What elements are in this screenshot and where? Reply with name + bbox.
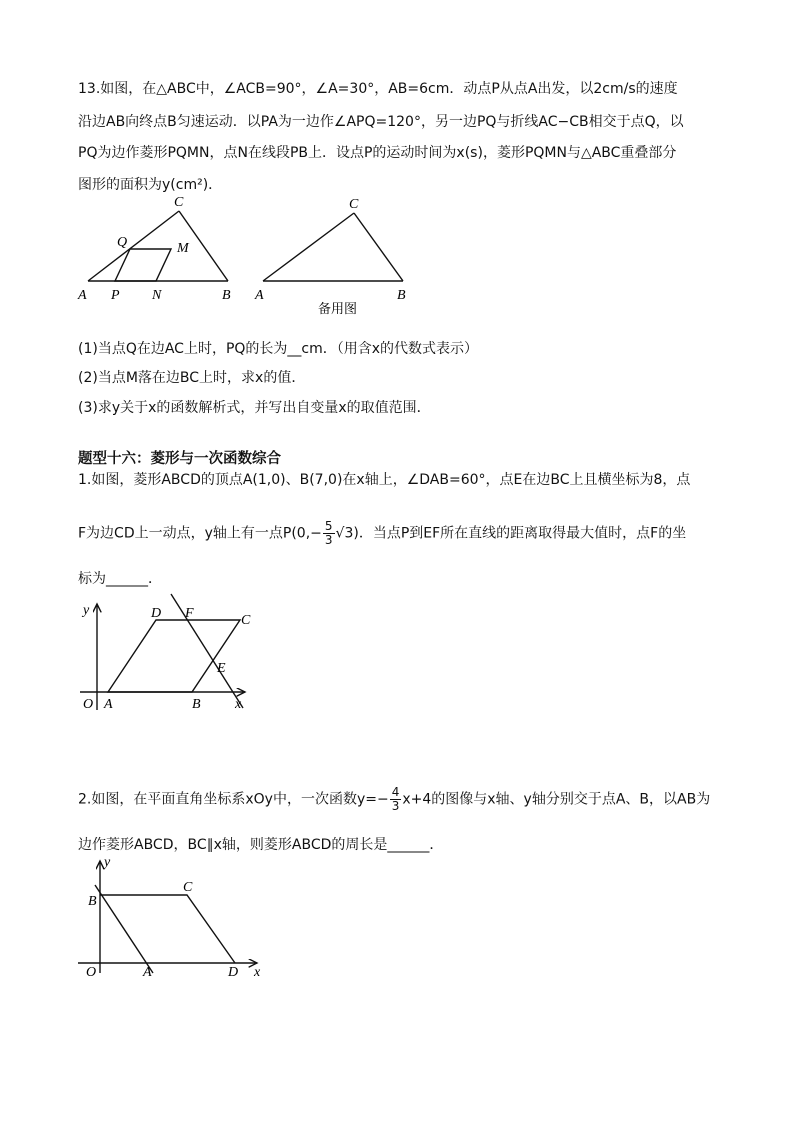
problem2-line1-b: x+4的图像与x轴、y轴分别交于点A、B，以AB为 (402, 791, 711, 808)
fig1-label-x: x (235, 697, 242, 712)
fig2-rhombus-bcd (100, 895, 235, 963)
fig13b-label-b: B (397, 288, 406, 303)
problem13-q3: (3)求y关于x的函数解析式，并写出自变量x的取值范围． (78, 400, 431, 416)
fig13-label-c: C (174, 195, 184, 210)
fig1-rhombus (108, 620, 240, 692)
fig1-label-f: F (185, 606, 194, 621)
fig2-label-a: A (143, 965, 152, 980)
fig13-label-q: Q (117, 235, 128, 250)
fig1-label-y: y (83, 603, 90, 618)
problem2-frac-den: 3 (391, 799, 400, 813)
problem1-line2-a: F为边CD上一动点，y轴上有一点P(0,− (78, 525, 322, 542)
problem13-figure (70, 195, 250, 305)
fig13-label-a: A (78, 288, 87, 303)
fig1-label-e: E (217, 661, 226, 676)
problem1-frac-num: 5 (324, 519, 333, 533)
problem2-frac-num: 4 (391, 785, 400, 799)
problem2-line1 (78, 786, 710, 813)
fig2-label-b: B (88, 894, 97, 909)
problem1-figure (75, 592, 265, 717)
fig1-label-b: B (192, 697, 201, 712)
problem1-line2 (78, 520, 686, 547)
fig13-label-p: P (111, 288, 120, 303)
fig1-label-d: D (151, 606, 162, 621)
fig1-label-c: C (241, 613, 251, 628)
fig2-label-c: C (183, 880, 193, 895)
fig13b-label-c: C (349, 197, 359, 212)
problem2-line1-a: 2.如图，在平面直角坐标系xOy中，一次函数y=− (78, 791, 389, 808)
fig13-label-m: M (177, 241, 189, 256)
problem1-line1: 1.如图，菱形ABCD的顶点A(1,0)、B(7,0)在x轴上，∠DAB=60°，点E在边BC上且横坐标为8，点 (78, 472, 691, 488)
problem13-q1: (1)当点Q在边AC上时，PQ的长为__cm．（用含x的代数式表示） (78, 341, 479, 357)
fig2-label-d: D (228, 965, 239, 980)
problem13-line4: 图形的面积为y(cm²)． (78, 177, 223, 193)
problem2-fraction (390, 786, 402, 813)
problem13-line2: 沿边AB向终点B匀速运动．以PA为一边作∠APQ=120°，另一边PQ与折线AC−CB相交于点Q，以 (78, 114, 684, 130)
fig13-label-b: B (222, 288, 231, 303)
fig13b-side-ac (263, 213, 354, 281)
fig1-label-a: A (104, 697, 113, 712)
problem13-q2: (2)当点M落在边BC上时，求x的值． (78, 370, 306, 386)
backup-caption: 备用图 (318, 302, 358, 317)
problem1-frac-den: 3 (324, 533, 333, 547)
fig1-label-o: O (83, 697, 94, 712)
problem13-line1: 13.如图，在△ABC中，∠ACB=90°，∠A=30°，AB=6cm．动点P从点A出发，以2cm/s的速度 (78, 81, 678, 97)
problem13-line3: PQ为边作菱形PQMN，点N在线段PB上．设点P的运动时间为x(s)，菱形PQMN与△ABC重叠部分 (78, 145, 677, 161)
fig1-line-ef (171, 594, 243, 708)
section-title: 题型十六：菱形与一次函数综合 (78, 451, 281, 467)
problem1-line2-b: √3)．当点P到EF所在直线的距离取得最大值时，点F的坐 (335, 525, 687, 542)
fig13b-side-cb (354, 213, 403, 281)
problem13-backup-figure (250, 195, 420, 320)
fig2-label-o: O (86, 965, 97, 980)
fig13-side-ac (88, 211, 179, 281)
fig13b-label-a: A (255, 288, 264, 303)
problem1-line3: 标为______． (78, 571, 162, 587)
fig2-label-x: x (254, 965, 261, 980)
fig13-label-n: N (152, 288, 162, 303)
fig2-line-ba (95, 885, 153, 973)
problem2-line2: 边作菱形ABCD，BC∥x轴，则菱形ABCD的周长是______． (78, 837, 444, 853)
fig2-label-y: y (104, 855, 111, 870)
problem2-figure (75, 855, 275, 980)
problem1-fraction (323, 520, 335, 547)
